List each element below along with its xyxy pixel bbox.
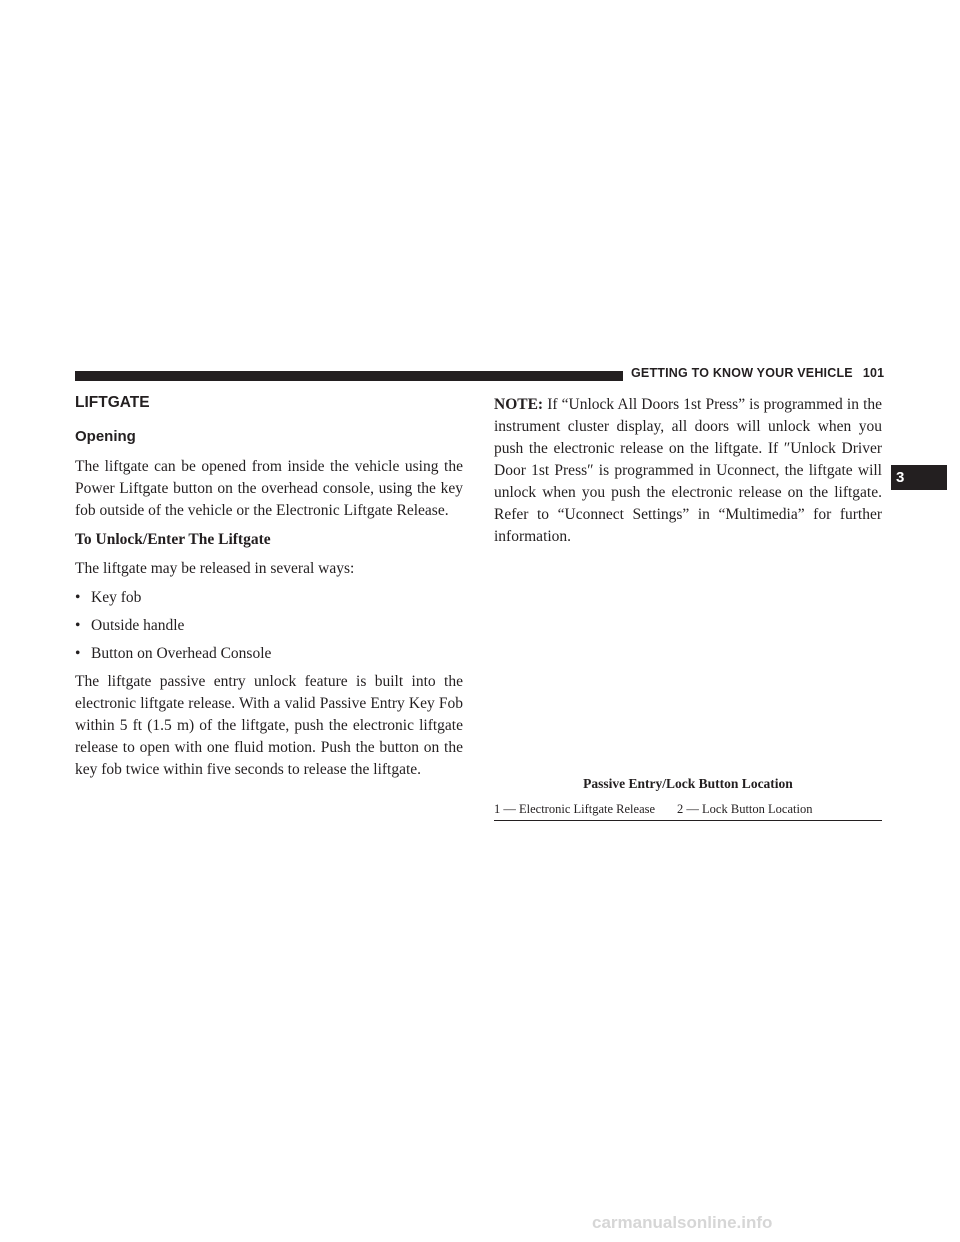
- legend-item: 2 — Lock Button Location: [677, 802, 813, 816]
- passive-entry-paragraph: The liftgate passive entry unlock feature is built into the electronic liftgate release. With a valid Passive Entry Key Fob within 5 ft (1.5 m) of the liftgate, push the electronic liftgate release to open with one fluid motion. Push the button on the key fob twice within five seconds to release the liftgate.: [75, 673, 463, 778]
- legend-item: 1 — Electronic Liftgate Release: [494, 802, 656, 816]
- release-methods-list: [75, 587, 463, 665]
- ways-intro: The liftgate may be released in several ways:: [75, 560, 355, 577]
- figure-legend: [494, 802, 882, 817]
- bullet-icon: •: [75, 589, 81, 606]
- bullet-icon: •: [75, 645, 81, 662]
- bullet-icon: •: [75, 617, 81, 634]
- watermark: carmanualsonline.info: [592, 1213, 773, 1232]
- intro-paragraph: The liftgate can be opened from inside the vehicle using the Power Liftgate button on the overhead console, using the key fob outside of the vehicle or the Electronic Liftgate Release.: [75, 458, 463, 519]
- figure-caption: Passive Entry/Lock Button Location: [583, 776, 793, 791]
- section-title: GETTING TO KNOW YOUR VEHICLE: [631, 366, 853, 380]
- left-column: [75, 390, 463, 788]
- header-rule: [75, 371, 623, 381]
- right-column: [494, 394, 882, 555]
- list-item: • Key fob: [75, 587, 463, 609]
- section-heading: LIFTGATE: [75, 394, 150, 411]
- chapter-tab: 3: [891, 465, 947, 490]
- subsection-heading: Opening: [75, 428, 136, 445]
- note-text: If “Unlock All Doors 1st Press” is programmed in the instrument cluster display, all doors will unlock when you push the electronic release on the liftgate. If ″Unlock Driver Door 1st Press″ is programmed in Uconnect, the liftgate will unlock when you push the electronic release on the liftgate. Refer to “Uconnect Settings” in “Multimedia” for further information.: [494, 396, 882, 545]
- list-item: • Outside handle: [75, 615, 463, 637]
- note-paragraph: [494, 394, 882, 548]
- page-number: 101: [862, 366, 885, 380]
- running-header: [631, 366, 884, 380]
- note-label: NOTE:: [494, 396, 544, 413]
- list-item: • Button on Overhead Console: [75, 643, 463, 665]
- figure-rule: [494, 820, 882, 821]
- procedure-title: To Unlock/Enter The Liftgate: [75, 531, 271, 548]
